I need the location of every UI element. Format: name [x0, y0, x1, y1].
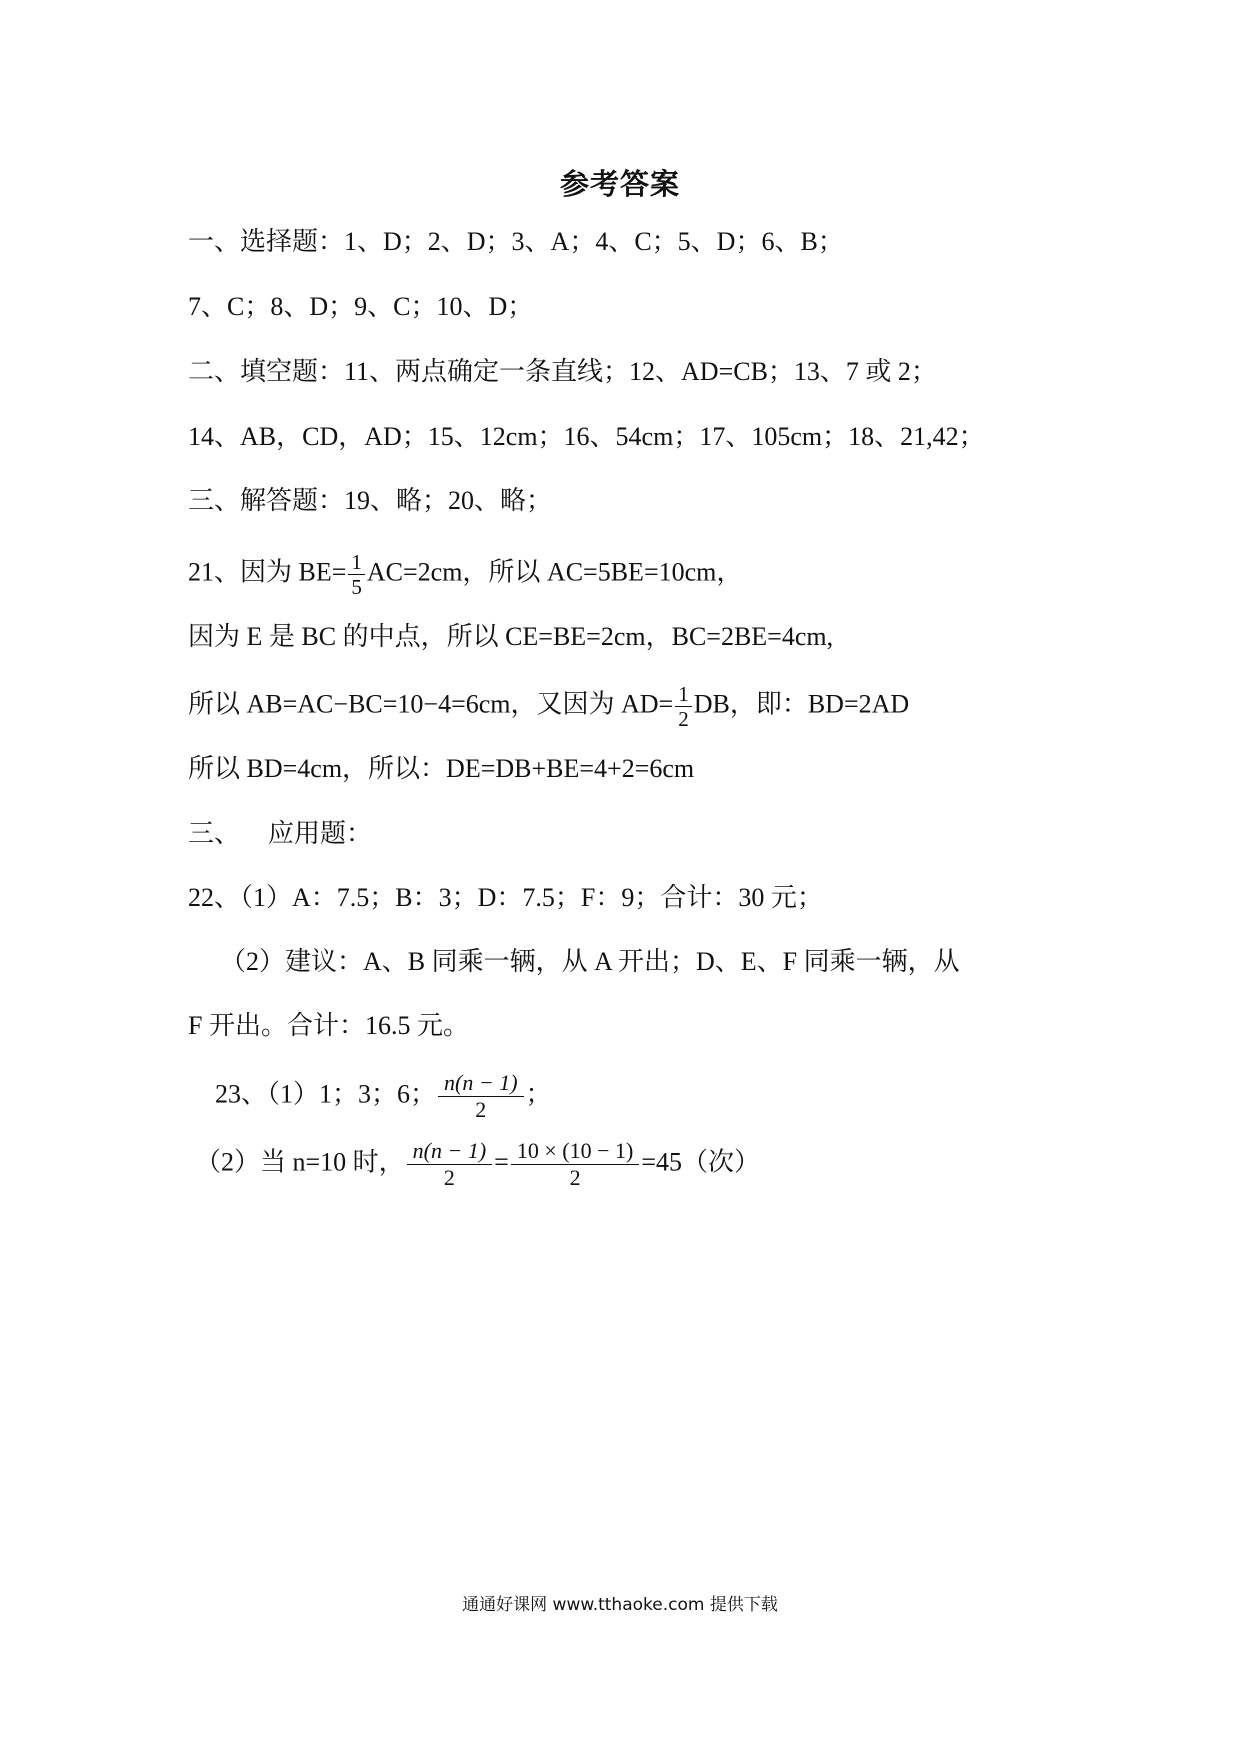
answer-line-solve-header: 三、解答题：19、略；20、略；	[188, 486, 553, 515]
equals-sign: =	[494, 1147, 509, 1177]
answer-line-23-part1	[215, 1070, 552, 1123]
line-text: （2）当 n=10 时，	[195, 1147, 405, 1177]
fraction-n-formula	[407, 1138, 493, 1191]
fraction-denominator: 5	[351, 575, 362, 599]
answer-line-23-part2	[195, 1138, 760, 1191]
answer-line-fill-2: 14、AB，CD，AD；15、12cm；16、54cm；17、105cm；18、21,42；	[188, 422, 985, 451]
answer-line-fill-1: 二、填空题：11、两点确定一条直线；12、AD=CB；13、7 或 2；	[188, 357, 937, 386]
line-text: 三、	[188, 819, 241, 848]
fraction-n-formula	[438, 1070, 524, 1123]
fraction-denominator: 2	[678, 707, 689, 731]
line-text: ；	[525, 1079, 552, 1109]
fraction-one-fifth	[348, 550, 365, 599]
answer-line-21-part3	[188, 682, 909, 731]
page-title: 参考答案	[559, 169, 680, 201]
line-text: 23、（1）1；3；6；	[215, 1079, 437, 1109]
answer-line-22-part1: 22、（1）A：7.5；B：3；D：7.5；F：9；合计：30 元；	[188, 883, 823, 912]
fraction-ten-formula	[511, 1138, 639, 1191]
footer-source: 通通好课网 www.tthaoke.com 提供下载	[462, 1595, 778, 1615]
line-text: 21、因为 BE=	[188, 557, 347, 587]
fraction-denominator: 2	[475, 1097, 487, 1122]
fraction-denominator: 2	[569, 1165, 581, 1190]
line-text: AC=2cm，所以 AC=5BE=10cm，	[366, 557, 743, 587]
fraction-numerator: n(n − 1)	[438, 1070, 524, 1097]
answer-line-application-header	[188, 817, 372, 851]
answer-line-22-part3: F 开出。合计：16.5 元。	[188, 1011, 469, 1040]
fraction-numerator: n(n − 1)	[407, 1138, 493, 1165]
line-text: =45（次）	[641, 1147, 760, 1177]
line-text: 所以 AB=AC−BC=10−4=6cm，又因为 AD=	[188, 689, 674, 719]
fraction-numerator: 1	[675, 682, 692, 707]
answer-line-22-part2: （2）建议：A、B 同乘一辆，从 A 开出；D、E、F 同乘一辆，从	[220, 947, 960, 976]
fraction-numerator: 10 × (10 − 1)	[511, 1138, 639, 1165]
answer-line-choice-2: 7、C；8、D；9、C；10、D；	[188, 292, 534, 321]
fraction-one-half	[675, 682, 692, 731]
answer-line-21-part2: 因为 E 是 BC 的中点，所以 CE=BE=2cm，BC=2BE=4cm,	[188, 622, 834, 651]
fraction-denominator: 2	[443, 1165, 455, 1190]
answer-line-21-part4: 所以 BD=4cm，所以：DE=DB+BE=4+2=6cm	[188, 754, 695, 783]
line-text: DB，即：BD=2AD	[693, 689, 910, 719]
line-text: 应用题：	[268, 819, 373, 848]
fraction-numerator: 1	[348, 550, 365, 575]
answer-line-choice-1: 一、选择题：1、D；2、D；3、A；4、C；5、D；6、B；	[188, 227, 844, 256]
answer-line-21-part1	[188, 550, 742, 599]
